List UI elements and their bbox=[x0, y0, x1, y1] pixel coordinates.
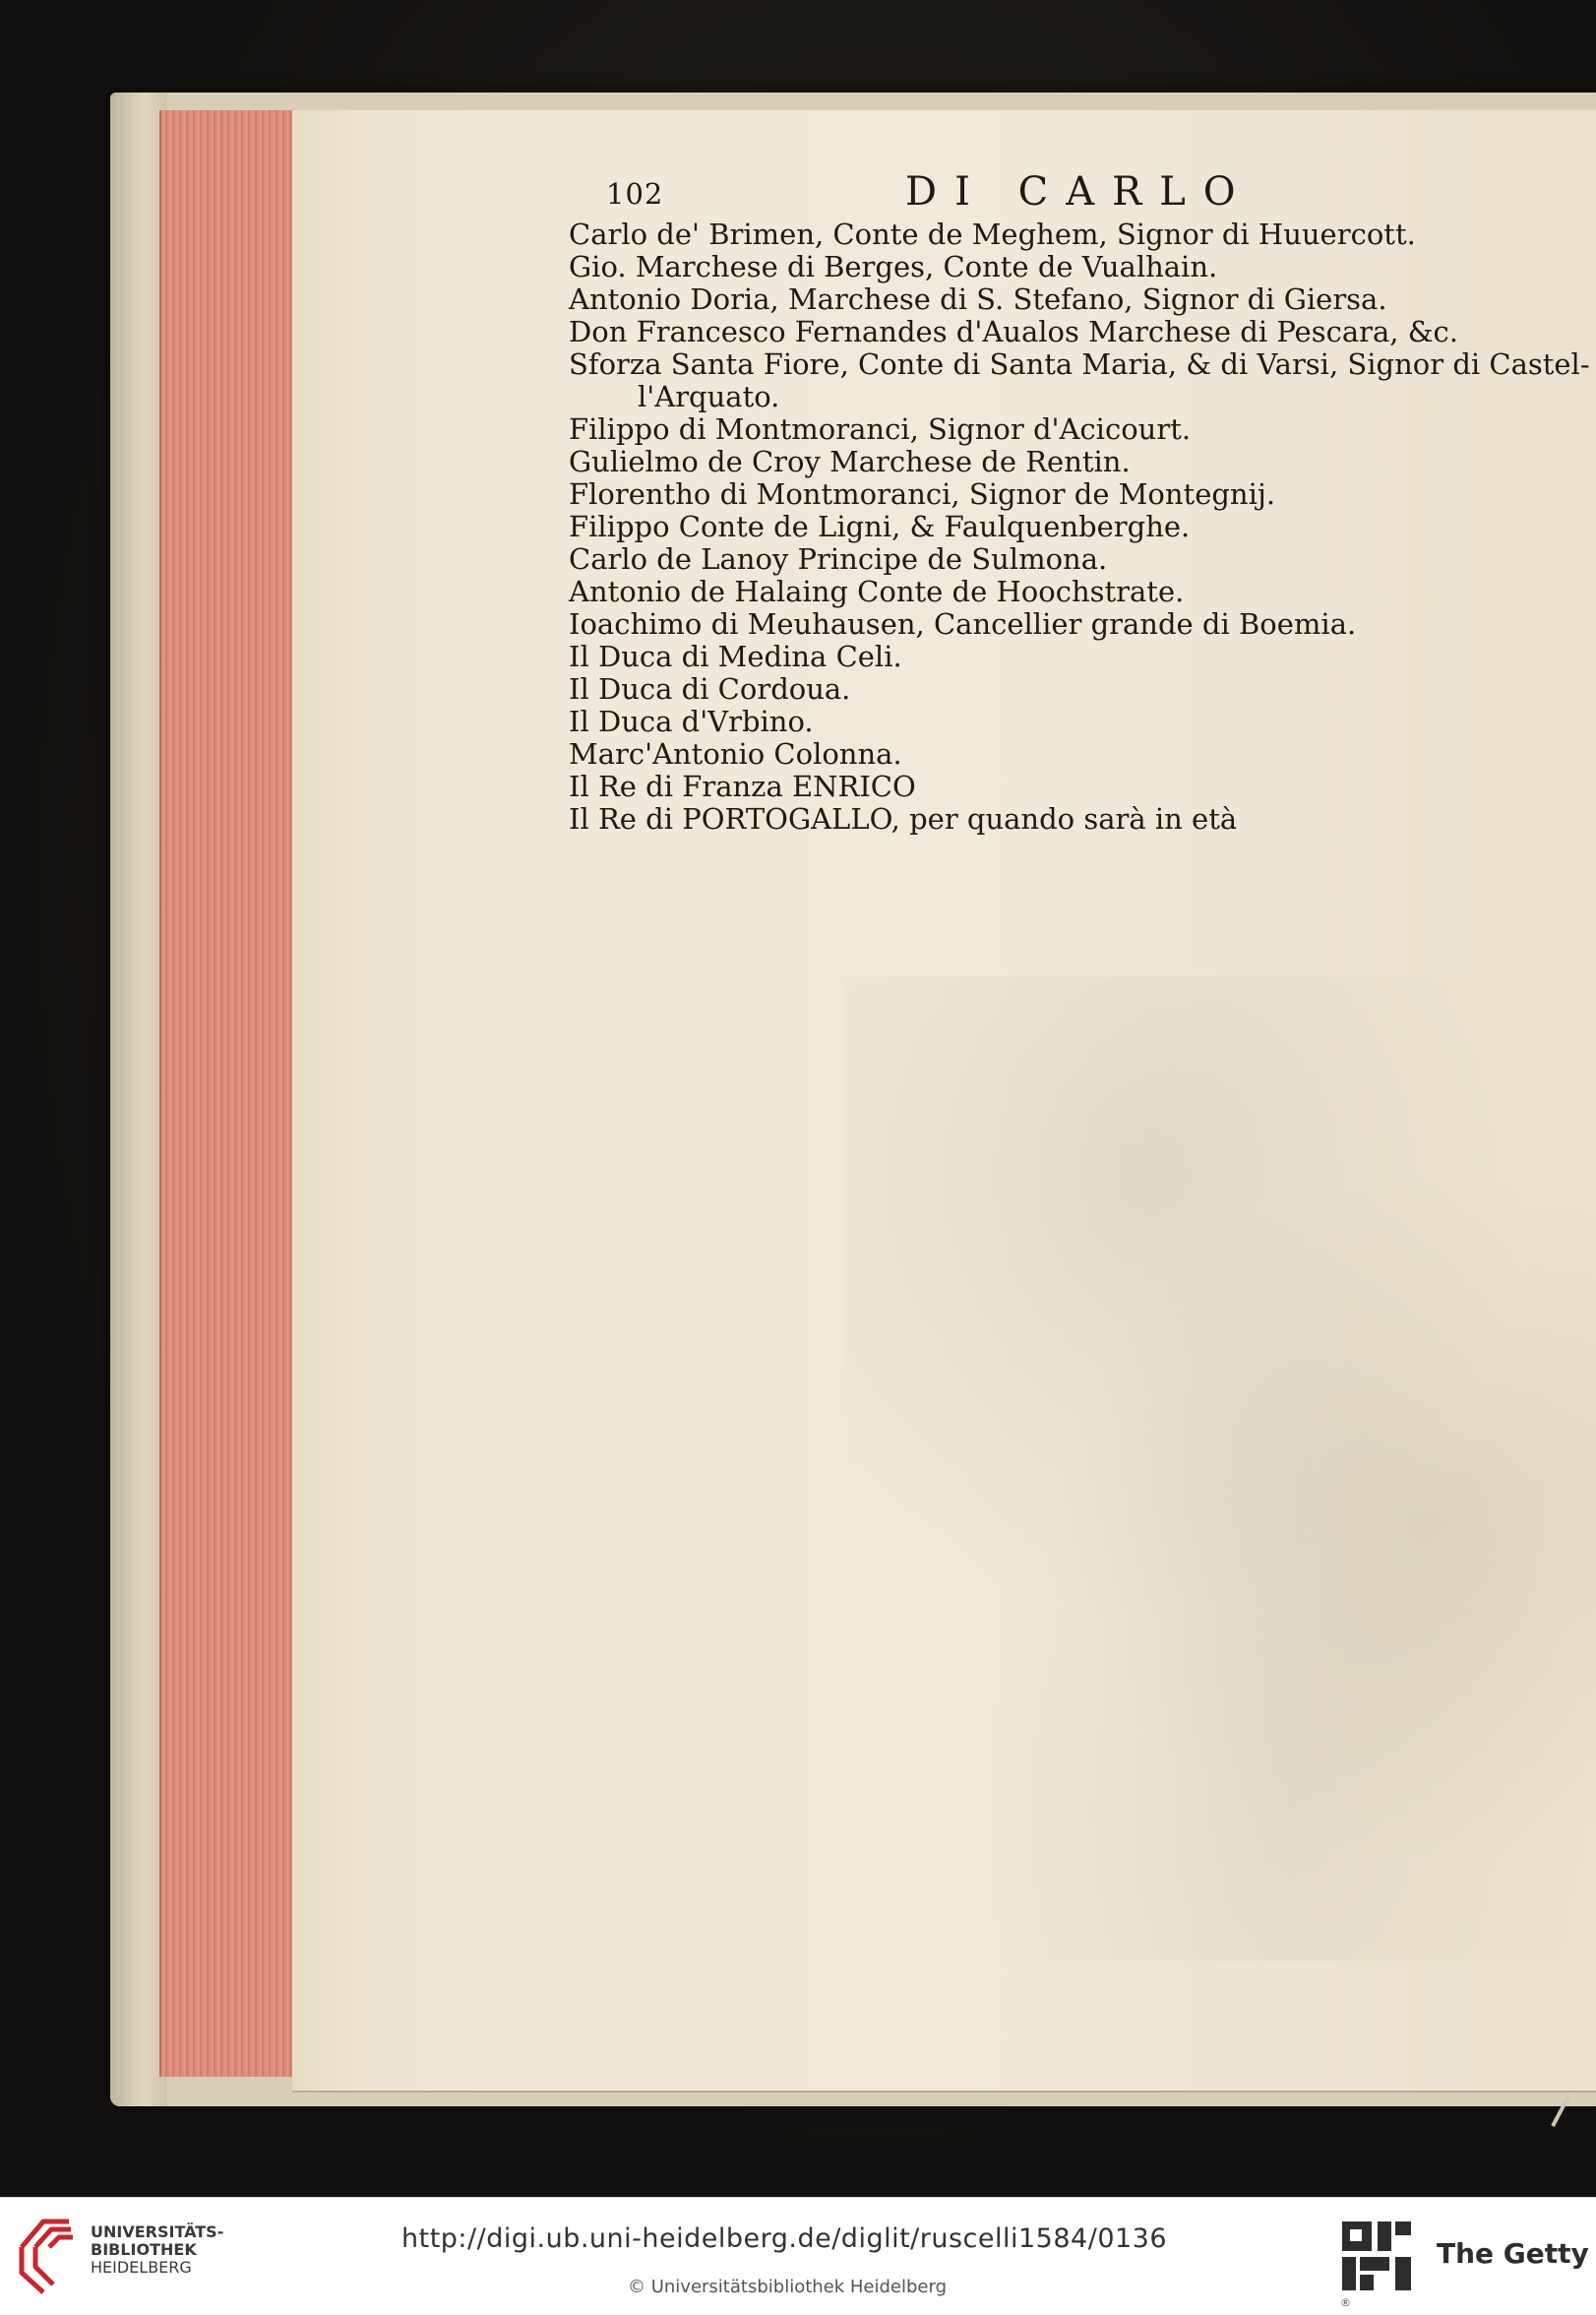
entry-line: Ioachimo di Meuhausen, Cancellier grande di Boemia. bbox=[569, 607, 1357, 641]
entry-line: Antonio de Halaing Conte de Hoochstrate. bbox=[569, 575, 1185, 608]
page-number: 102 bbox=[606, 177, 664, 211]
library-name bbox=[91, 2223, 223, 2277]
entry-line: Sforza Santa Fiore, Conte di Santa Maria, & di Varsi, Signor di Castel- bbox=[569, 347, 1590, 381]
getty-logo-icon[interactable] bbox=[1340, 2220, 1413, 2292]
entry-line: Il Duca d'Vrbino. bbox=[569, 705, 814, 738]
entry-line: Filippo di Montmoranci, Signor d'Acicourt. bbox=[569, 412, 1192, 446]
entry-line: Il Duca di Medina Celi. bbox=[569, 640, 902, 673]
page-edges bbox=[159, 110, 297, 2077]
library-name-line2: BIBLIOTHEK bbox=[91, 2240, 197, 2259]
entry-line: Il Re di PORTOGALLO, per quando sarà in età bbox=[569, 802, 1238, 836]
entry-line: Don Francesco Fernandes d'Aualos Marchese di Pescara, &c. bbox=[569, 315, 1458, 348]
entry-line: Gio. Marchese di Berges, Conte de Vualhain. bbox=[569, 250, 1218, 283]
permalink-url[interactable]: http://digi.ub.uni-heidelberg.de/diglit/ruscelli1584/0136 bbox=[401, 2223, 1168, 2254]
entry-line: Antonio Doria, Marchese di S. Stefano, Signor di Giersa. bbox=[569, 282, 1387, 316]
partner-name: The Getty bbox=[1437, 2237, 1589, 2270]
entry-line: Carlo de' Brimen, Conte de Meghem, Signor di Huuercott. bbox=[569, 218, 1416, 251]
ub-heidelberg-logo-icon[interactable] bbox=[14, 2208, 83, 2298]
entry-line: l'Arquato. bbox=[638, 380, 780, 413]
page-header bbox=[600, 169, 1289, 219]
library-name-line3: HEIDELBERG bbox=[91, 2258, 192, 2277]
library-name-line1: UNIVERSITÄTS- bbox=[91, 2222, 224, 2241]
partner-registered-mark: ® bbox=[1340, 2296, 1351, 2309]
entry-line: Il Re di Franza ENRICO bbox=[569, 770, 916, 803]
entry-list bbox=[569, 218, 1590, 836]
entry-line: Il Duca di Cordoua. bbox=[569, 672, 851, 706]
entry-line: Carlo de Lanoy Principe de Sulmona. bbox=[569, 542, 1108, 576]
entry-line: Marc'Antonio Colonna. bbox=[569, 737, 902, 771]
copyright-notice: © Universitätsbibliothek Heidelberg bbox=[628, 2277, 948, 2297]
viewer-footer bbox=[0, 2197, 1596, 2315]
entry-line: Filippo Conte de Ligni, & Faulquenberghe. bbox=[569, 510, 1191, 543]
bleed-through-illustration bbox=[843, 976, 1596, 1961]
entry-line: Gulielmo de Croy Marchese de Rentin. bbox=[569, 445, 1131, 478]
entry-line: Florentho di Montmoranci, Signor de Montegnij. bbox=[569, 477, 1276, 511]
running-head: DI CARLO bbox=[905, 169, 1254, 215]
